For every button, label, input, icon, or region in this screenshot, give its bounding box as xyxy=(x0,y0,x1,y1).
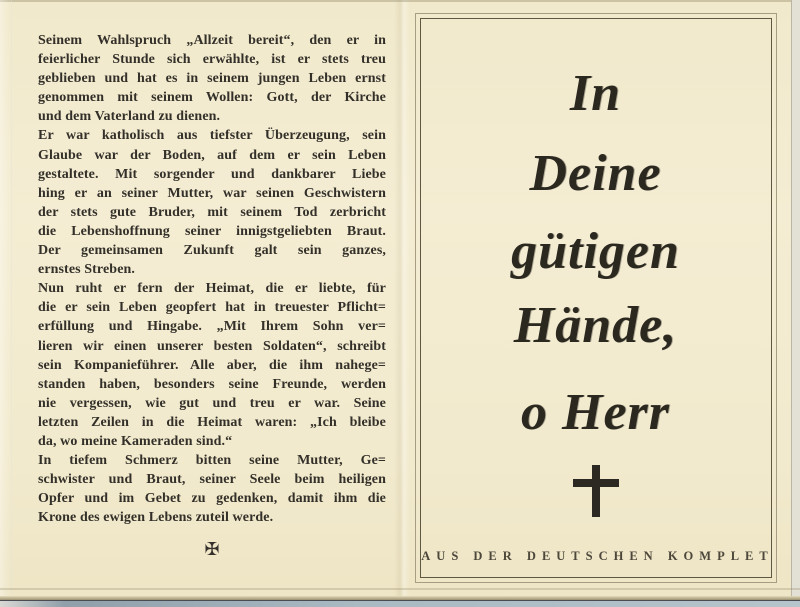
body-line: gestaltete. Mit sorgender und dankbarer Liebe xyxy=(38,166,386,182)
cross-horizontal-bar xyxy=(573,479,619,487)
body-line: und dem Vaterland zu dienen. xyxy=(38,109,221,125)
left-page-text xyxy=(38,31,386,527)
title-line: gütigen xyxy=(511,223,680,280)
body-line: lieren wir einen unserer besten Soldaten“, schreibt xyxy=(38,338,386,354)
body-line: nie vergessen, wie gut und treu er war. Seine xyxy=(38,395,386,411)
source-caption: AUS DER DEUTSCHEN KOMPLET xyxy=(421,549,774,563)
body-line: Der gemeinsamen Zukunft galt sein ganzes, xyxy=(38,243,386,259)
cross-vertical-bar xyxy=(592,465,600,517)
cross-icon xyxy=(416,465,775,525)
bottom-fold-crease xyxy=(0,588,800,590)
body-line: Nun ruht er fern der Heimat, die er liebte, für xyxy=(38,281,386,297)
scan-background-strip xyxy=(0,600,800,607)
scan-left-edge xyxy=(0,0,12,607)
body-line: In tiefem Schmerz bitten seine Mutter, Ge= xyxy=(38,453,386,469)
body-line: ernstes Streben. xyxy=(38,262,135,278)
scan-top-edge xyxy=(0,0,800,2)
body-line: genommen mit seinem Wollen: Gott, der Kirche xyxy=(38,90,386,106)
title-line: o Herr xyxy=(521,384,670,441)
body-line: geblieben und hat es in seinem jungen Leben ernst xyxy=(38,71,386,87)
body-line: Seinem Wahlspruch „Allzeit bereit“, den er in xyxy=(38,33,386,48)
body-line: schwister und Braut, seiner Seele beim heiligen xyxy=(38,472,386,488)
body-line: die Lebenshoffnung seiner innigstgeliebten Braut. xyxy=(38,223,386,239)
title-line: Hände, xyxy=(513,297,678,354)
title-line: Deine xyxy=(529,145,662,202)
body-line: letzten Zeilen in die Heimat waren: „Ich bleibe xyxy=(38,414,386,430)
body-line: feierlicher Stunde sich erwählte, ist er stets treu xyxy=(38,52,386,68)
body-line: Krone des ewigen Lebens zuteil werde. xyxy=(38,510,274,526)
body-line: sein Kompanieführer. Alle aber, die ihm nahege= xyxy=(38,357,386,373)
body-line: Glaube war der Boden, auf dem er sein Leben xyxy=(38,147,386,163)
body-line: da, wo meine Kameraden sind.“ xyxy=(38,433,233,449)
body-line: der stets gute Bruder, mit seinem Tod zerbricht xyxy=(38,204,386,220)
title-line: In xyxy=(569,65,622,122)
body-line: standen haben, besonders seine Freunde, werden xyxy=(38,376,386,392)
body-line: die er sein Leben geopfert hat in treuester Pflicht= xyxy=(38,300,386,316)
center-fold xyxy=(394,0,410,607)
body-line: erfüllung und Hingabe. „Mit Ihrem Sohn ver= xyxy=(38,319,386,335)
cross-pattee-icon: ✠ xyxy=(204,539,220,560)
body-line: hing er an seiner Mutter, war seinen Geschwistern xyxy=(38,185,386,201)
body-line: Er war katholisch aus tiefster Überzeugung, sein xyxy=(38,128,386,144)
scan-right-edge xyxy=(791,0,800,607)
body-line: Opfer und im Gebet zu gedenken, damit ihm die xyxy=(38,491,386,507)
